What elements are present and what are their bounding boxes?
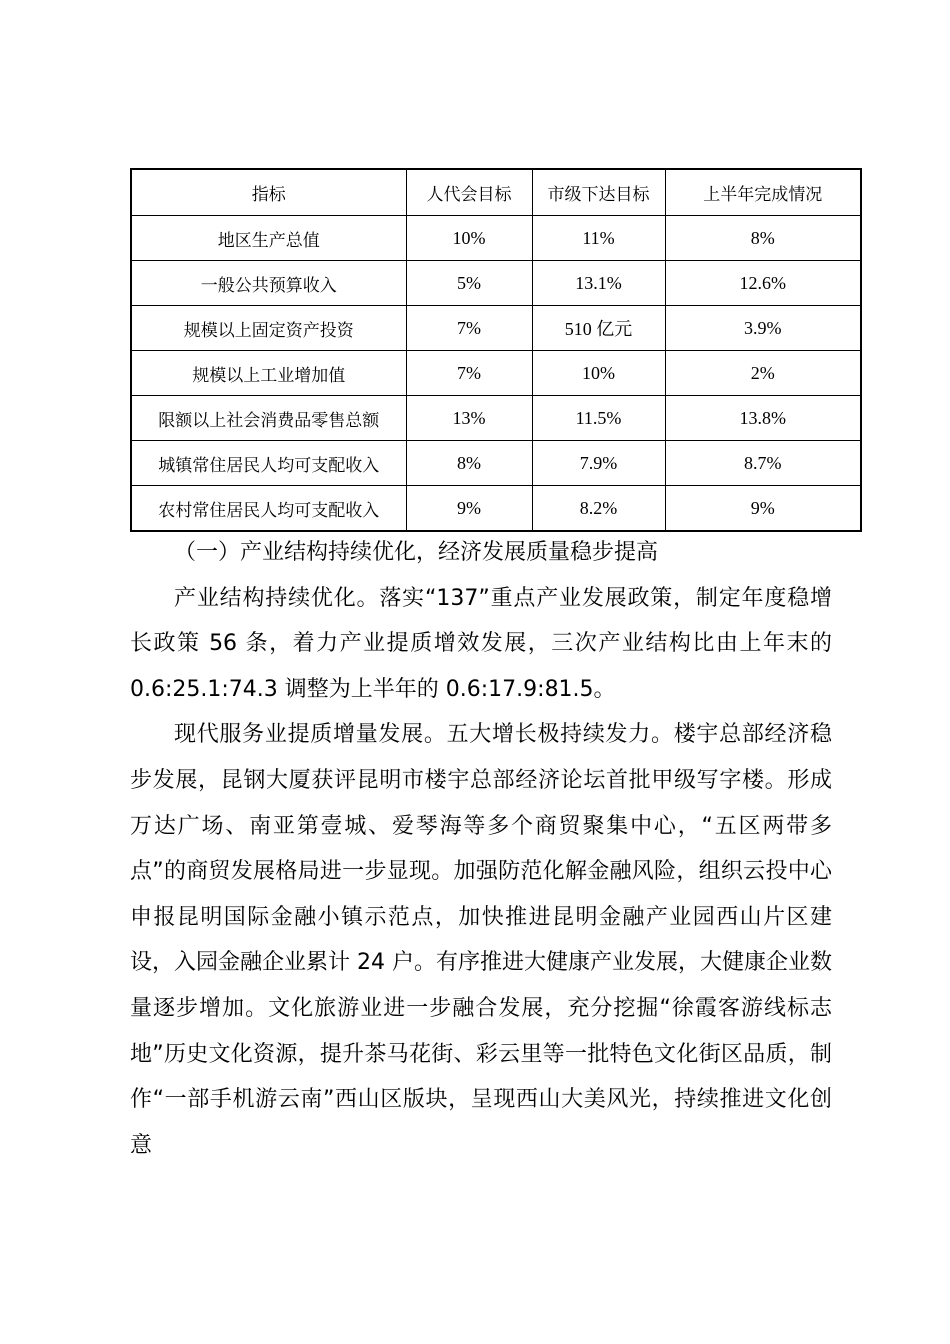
city-target-value: 11.5%	[532, 396, 665, 441]
indicator-table	[130, 168, 862, 532]
paragraph-modern-services: 现代服务业提质增量发展。五大增长极持续发力。楼宇总部经济稳步发展，昆钢大厦获评昆明市楼宇总部经济论坛首批甲级写字楼。形成万达广场、南亚第壹城、爱琴海等多个商贸聚集中心，“五区两带多点”的商贸发展格局进一步显现。加强防范化解金融风险，组织云投中心申报昆明国际金融小镇示范点，加快推进昆明金融产业园西山片区建设，入园金融企业累计 24 户。有序推进大健康产业发展，大健康企业数量逐步增加。文化旅游业进一步融合发展，充分挖掘“徐霞客游线标志地”历史文化资源，提升茶马花街、彩云里等一批特色文化街区品质，制作“一部手机游云南”西山区版块，呈现西山大美风光，持续推进文化创意	[130, 722, 832, 1158]
city-target-value: 7.9%	[532, 441, 665, 486]
npc-target-value: 7%	[406, 306, 532, 351]
h1-result-value: 8.7%	[665, 441, 861, 486]
city-target-value: 510 亿元	[532, 306, 665, 351]
table-row	[131, 216, 861, 261]
indicator-name: 农村常住居民人均可支配收入	[131, 486, 406, 532]
npc-target-value: 13%	[406, 396, 532, 441]
h1-result-value: 13.8%	[665, 396, 861, 441]
section-heading: （一）产业结构持续优化，经济发展质量稳步提高	[174, 540, 659, 565]
indicator-name: 限额以上社会消费品零售总额	[131, 396, 406, 441]
header-city-target: 市级下达目标	[532, 169, 665, 216]
h1-result-value: 2%	[665, 351, 861, 396]
city-target-value: 13.1%	[532, 261, 665, 306]
npc-target-value: 8%	[406, 441, 532, 486]
h1-result-value: 12.6%	[665, 261, 861, 306]
header-indicator: 指标	[131, 169, 406, 216]
paragraph-industrial-structure: 产业结构持续优化。落实“137”重点产业发展政策，制定年度稳增长政策 56 条，着力产业提质增效发展，三次产业结构比由上年末的 0.6:25.1:74.3 调整为上半年的 0.6:17.9:81.5。	[130, 585, 832, 702]
city-target-value: 10%	[532, 351, 665, 396]
table-row	[131, 306, 861, 351]
npc-target-value: 5%	[406, 261, 532, 306]
header-npc-target: 人代会目标	[406, 169, 532, 216]
indicator-name: 一般公共预算收入	[131, 261, 406, 306]
h1-result-value: 3.9%	[665, 306, 861, 351]
city-target-value: 11%	[532, 216, 665, 261]
document-body	[130, 530, 832, 1168]
table-row	[131, 261, 861, 306]
npc-target-value: 7%	[406, 351, 532, 396]
indicator-name: 规模以上固定资产投资	[131, 306, 406, 351]
city-target-value: 8.2%	[532, 486, 665, 532]
indicator-name: 规模以上工业增加值	[131, 351, 406, 396]
npc-target-value: 9%	[406, 486, 532, 532]
h1-result-value: 9%	[665, 486, 861, 532]
header-h1-result: 上半年完成情况	[665, 169, 861, 216]
table-row	[131, 441, 861, 486]
table-header-row	[131, 169, 861, 216]
h1-result-value: 8%	[665, 216, 861, 261]
indicator-name: 地区生产总值	[131, 216, 406, 261]
indicator-name: 城镇常住居民人均可支配收入	[131, 441, 406, 486]
table-row	[131, 351, 861, 396]
table-row	[131, 486, 861, 532]
table-row	[131, 396, 861, 441]
npc-target-value: 10%	[406, 216, 532, 261]
indicator-table-container	[130, 168, 860, 532]
